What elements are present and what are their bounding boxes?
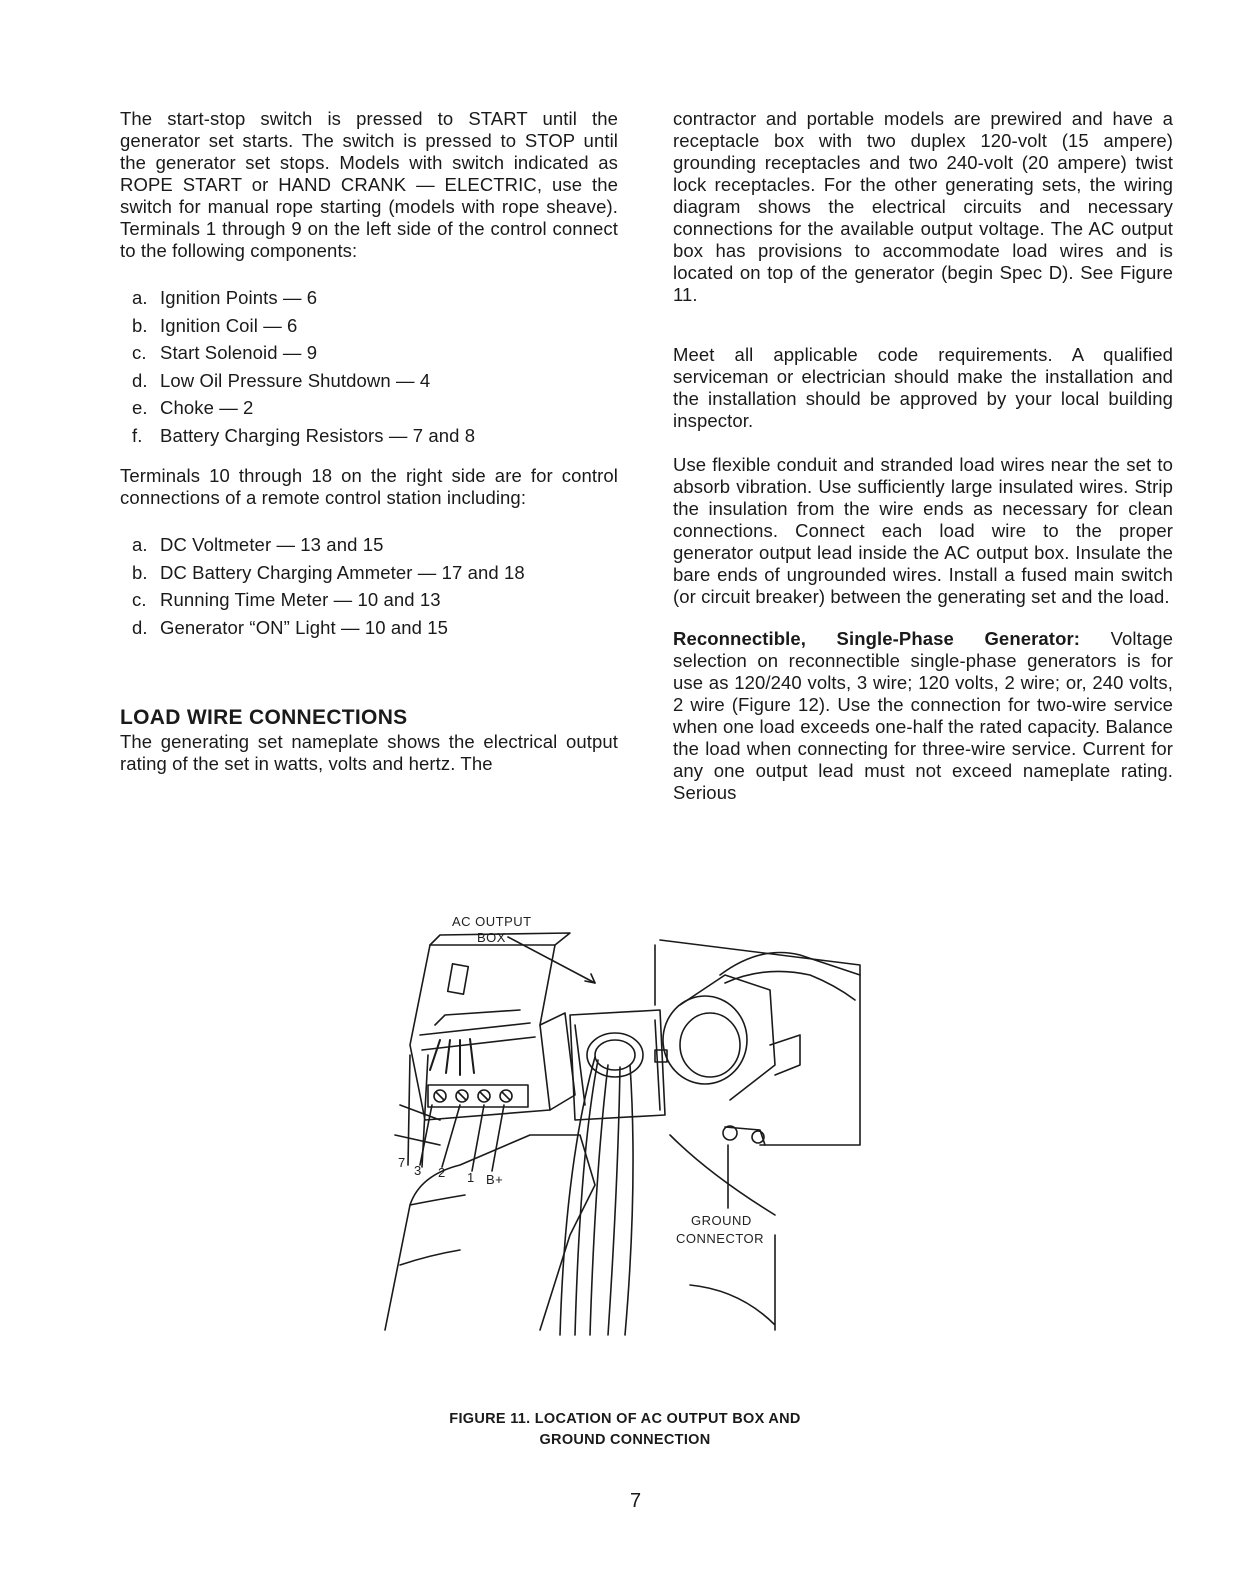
list-item-letter: b. xyxy=(132,314,148,336)
caption-line2: GROUND CONNECTION xyxy=(539,1432,711,1448)
list-item xyxy=(132,422,618,450)
ac-output-label-line2: BOX xyxy=(477,930,506,945)
list-item-text: DC Battery Charging Ammeter — 17 and 18 xyxy=(160,561,525,583)
list-item-letter: e. xyxy=(132,397,148,418)
list-item xyxy=(132,614,618,642)
load-wires-paragraph: Use flexible conduit and stranded load wires near the set to absorb vibration. Use sufficiently large insulated wires. Strip the insulation from the wire ends as necessary for clean connections. Connect each load wire to the proper generator output lead inside the AC output box. Insulate the bare ends of ungrounded wires. Install a fused main switch (or circuit breaker) between the generating set and the load. xyxy=(673,454,1173,607)
list-item-letter: c. xyxy=(132,342,147,363)
figure-caption xyxy=(330,1409,920,1451)
intro-paragraph: The start-stop switch is pressed to START until the generator set starts. The switch is pressed to STOP until the generator set stops. Models with switch indicated as ROPE START or HAND CRANK — ELECTRIC, use the switch for manual rope starting (models with rope sheave). Terminals 1 through 9 on the left side of the control connect to the following components: xyxy=(120,108,618,261)
page-number: 7 xyxy=(630,1490,642,1512)
list-item-text: Ignition Coil — 6 xyxy=(160,314,298,336)
list-item xyxy=(132,586,618,614)
list-item xyxy=(132,339,618,367)
terminal-label: 2 xyxy=(438,1165,446,1180)
list-item-text: Battery Charging Resistors — 7 and 8 xyxy=(160,424,476,446)
list-item-letter: a. xyxy=(132,534,148,555)
list-item-text: Ignition Points — 6 xyxy=(160,287,318,308)
code-requirements-paragraph: Meet all applicable code requirements. A qualified serviceman or electrician should make the installation and the installation should be approved by your local building inspector. xyxy=(673,344,1173,431)
list-item-text: Start Solenoid — 9 xyxy=(160,342,318,363)
reconnectible-body: Voltage selection on reconnectible single-phase generators is for use as 120/240 volts, 3 wire; 120 volts, 2 wire; or, 240 volts, 2 wire (Figure 12). Use the connection for two-wire service when one load exceeds one-half the rated capacity. Balance the load when connecting for three-wire service. Current for any one output lead must not exceed nameplate rating. Serious xyxy=(673,628,1173,803)
list-item-text: DC Voltmeter — 13 and 15 xyxy=(160,534,384,555)
terminal-label: B+ xyxy=(486,1172,504,1187)
right-column xyxy=(673,108,1173,804)
ground-connector-label-line2: CONNECTOR xyxy=(676,1231,765,1246)
receptacle-paragraph: contractor and portable models are prewired and have a receptacle box with two duplex 120-volt (15 ampere) grounding receptacles and two 240-volt (20 ampere) twist lock receptacles. For the other generating sets, the wiring diagram shows the electrical circuits and necessary connections for the available output voltage. The AC output box has provisions to accommodate load wires and is located on top of the generator (begin Spec D). See Figure 11. xyxy=(673,108,1173,305)
control-box-drawing xyxy=(395,933,575,1167)
output-box-drawing xyxy=(560,1010,667,1335)
list-item xyxy=(132,312,618,340)
left-terminal-list xyxy=(120,284,618,449)
generator-drawing xyxy=(655,940,860,1145)
ac-output-label-line1: AC OUTPUT xyxy=(452,914,532,929)
list-item xyxy=(132,531,618,559)
terminal-strip xyxy=(428,1085,528,1107)
list-item xyxy=(132,284,618,312)
list-item-letter: b. xyxy=(132,561,148,583)
terminal-label: 3 xyxy=(414,1163,422,1178)
left-column xyxy=(120,108,618,775)
load-paragraph: The generating set nameplate shows the electrical output rating of the set in watts, volts and hertz. The xyxy=(120,731,618,774)
list-item-text: Generator “ON” Light — 10 and 15 xyxy=(160,616,449,638)
section-heading: LOAD WIRE CONNECTIONS xyxy=(120,706,408,729)
caption-line1: FIGURE 11. LOCATION OF AC OUTPUT BOX AND xyxy=(449,1411,801,1427)
list-item-letter: f. xyxy=(132,424,143,446)
list-item-letter: d. xyxy=(132,616,148,638)
list-item-letter: c. xyxy=(132,589,147,610)
reconnectible-title: Reconnectible, Single-Phase Generator: xyxy=(673,628,1081,649)
reconnectible-paragraph xyxy=(673,628,1173,804)
remote-paragraph: Terminals 10 through 18 on the right side are for control connections of a remote control station including: xyxy=(120,465,618,508)
remote-terminal-list xyxy=(120,531,618,641)
list-item-text: Low Oil Pressure Shutdown — 4 xyxy=(160,369,431,391)
list-item xyxy=(132,367,618,395)
terminal-label: 1 xyxy=(467,1170,475,1185)
terminal-label: 7 xyxy=(398,1155,406,1170)
list-item-text: Running Time Meter — 10 and 13 xyxy=(160,589,441,610)
list-item xyxy=(132,559,618,587)
list-item-text: Choke — 2 xyxy=(160,397,254,418)
ground-connector-label-line1: GROUND xyxy=(691,1213,752,1228)
figure-11-illustration xyxy=(380,905,880,1345)
list-item-letter: d. xyxy=(132,369,148,391)
list-item-letter: a. xyxy=(132,287,148,308)
list-item xyxy=(132,394,618,422)
